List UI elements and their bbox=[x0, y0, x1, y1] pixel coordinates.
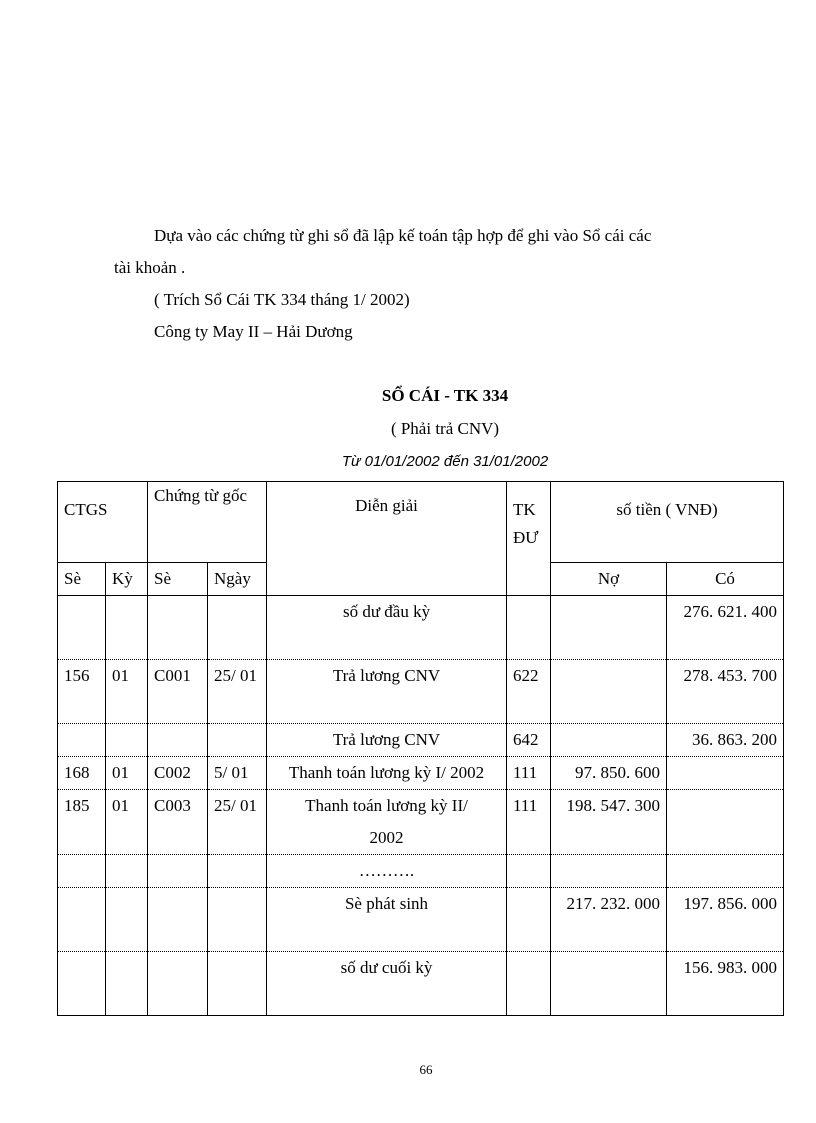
cell-ngay bbox=[208, 855, 267, 888]
ledger-subtitle: ( Phải trả CNV) bbox=[390, 419, 500, 438]
cell-ct-so: C001 bbox=[148, 660, 208, 724]
cell-ngay: 5/ 01 bbox=[208, 757, 267, 790]
cell-dien-giai: số dư cuối kỳ bbox=[267, 952, 507, 1016]
cell-ky bbox=[106, 888, 148, 952]
cell-no bbox=[551, 952, 667, 1016]
table-row bbox=[58, 757, 784, 790]
table-row bbox=[58, 596, 784, 660]
table-row bbox=[58, 790, 784, 855]
cell-tk: 642 bbox=[507, 724, 551, 757]
cell-co: 276. 621. 400 bbox=[667, 596, 784, 660]
cell-so: 185 bbox=[58, 790, 106, 855]
header-so: Sè bbox=[58, 563, 106, 596]
ledger-title: SỔ CÁI - TK 334 bbox=[381, 386, 509, 405]
cell-ct-so bbox=[148, 596, 208, 660]
cell-ngay bbox=[208, 888, 267, 952]
cell-no: 97. 850. 600 bbox=[551, 757, 667, 790]
header-so-tien: số tiền ( VNĐ) bbox=[551, 482, 784, 563]
ledger-table bbox=[57, 481, 784, 1016]
cell-ct-so bbox=[148, 952, 208, 1016]
cell-co bbox=[667, 855, 784, 888]
cell-co bbox=[667, 757, 784, 790]
cell-so bbox=[58, 596, 106, 660]
cell-co: 36. 863. 200 bbox=[667, 724, 784, 757]
table-row bbox=[58, 855, 784, 888]
header-dien-giai: Diễn giải bbox=[267, 482, 507, 596]
cell-co bbox=[667, 790, 784, 855]
cell-tk bbox=[507, 952, 551, 1016]
company-name: Công ty May II – Hải Dương bbox=[154, 322, 353, 341]
header-no: Nợ bbox=[551, 563, 667, 596]
header-tk-du: TK ĐƯ bbox=[507, 482, 551, 596]
cell-dien-giai: Thanh toán lương kỳ II/ 2002 bbox=[267, 790, 507, 855]
excerpt-note: ( Trích Sổ Cái TK 334 tháng 1/ 2002) bbox=[154, 290, 410, 309]
cell-ct-so bbox=[148, 724, 208, 757]
intro-line-1: Dựa vào các chứng từ ghi sổ đã lập kế toán tập hợp để ghi vào Sổ cái các bbox=[154, 226, 652, 245]
cell-dien-giai: Thanh toán lương kỳ I/ 2002 bbox=[267, 757, 507, 790]
table-row bbox=[58, 952, 784, 1016]
header-ctgs: CTGS bbox=[58, 482, 148, 563]
cell-so: 156 bbox=[58, 660, 106, 724]
cell-ngay: 25/ 01 bbox=[208, 790, 267, 855]
cell-no bbox=[551, 855, 667, 888]
cell-no: 198. 547. 300 bbox=[551, 790, 667, 855]
cell-ct-so: C002 bbox=[148, 757, 208, 790]
header-chung-tu-goc bbox=[148, 482, 267, 563]
ledger-period: Từ 01/01/2002 đến 31/01/2002 bbox=[341, 453, 549, 470]
cell-ky bbox=[106, 952, 148, 1016]
cell-no: 217. 232. 000 bbox=[551, 888, 667, 952]
cell-ct-so: C003 bbox=[148, 790, 208, 855]
cell-tk bbox=[507, 596, 551, 660]
table-row bbox=[58, 660, 784, 724]
table-row bbox=[58, 724, 784, 757]
cell-co: 197. 856. 000 bbox=[667, 888, 784, 952]
cell-ngay bbox=[208, 952, 267, 1016]
intro-line-2: tài khoản . bbox=[114, 258, 186, 277]
cell-dien-giai: số dư đầu kỳ bbox=[267, 596, 507, 660]
cell-tk: 111 bbox=[507, 790, 551, 855]
cell-ct-so bbox=[148, 888, 208, 952]
cell-tk: 111 bbox=[507, 757, 551, 790]
cell-no bbox=[551, 660, 667, 724]
cell-ky: 01 bbox=[106, 660, 148, 724]
cell-co: 278. 453. 700 bbox=[667, 660, 784, 724]
cell-ky bbox=[106, 596, 148, 660]
cell-ky bbox=[106, 724, 148, 757]
cell-dien-giai: ………. bbox=[267, 855, 507, 888]
page-number: 66 bbox=[419, 1062, 433, 1077]
cell-ky bbox=[106, 855, 148, 888]
cell-tk bbox=[507, 888, 551, 952]
cell-ngay: 25/ 01 bbox=[208, 660, 267, 724]
cell-so bbox=[58, 952, 106, 1016]
cell-co: 156. 983. 000 bbox=[667, 952, 784, 1016]
cell-ngay bbox=[208, 596, 267, 660]
cell-no bbox=[551, 724, 667, 757]
header-chung-tu-goc-label: Chứng từ gốc bbox=[154, 486, 248, 505]
cell-dien-giai: Trả lương CNV bbox=[267, 660, 507, 724]
cell-tk: 622 bbox=[507, 660, 551, 724]
header-ky: Kỳ bbox=[106, 563, 148, 596]
cell-so bbox=[58, 855, 106, 888]
cell-no bbox=[551, 596, 667, 660]
header-co: Có bbox=[667, 563, 784, 596]
cell-so bbox=[58, 888, 106, 952]
table-row bbox=[58, 888, 784, 952]
cell-so: 168 bbox=[58, 757, 106, 790]
cell-ky: 01 bbox=[106, 757, 148, 790]
header-ngay: Ngày bbox=[208, 563, 267, 596]
header-so-2: Sè bbox=[148, 563, 208, 596]
cell-ky: 01 bbox=[106, 790, 148, 855]
cell-so bbox=[58, 724, 106, 757]
cell-tk bbox=[507, 855, 551, 888]
cell-ngay bbox=[208, 724, 267, 757]
cell-ct-so bbox=[148, 855, 208, 888]
cell-dien-giai: Sè phát sinh bbox=[267, 888, 507, 952]
cell-dien-giai: Trả lương CNV bbox=[267, 724, 507, 757]
